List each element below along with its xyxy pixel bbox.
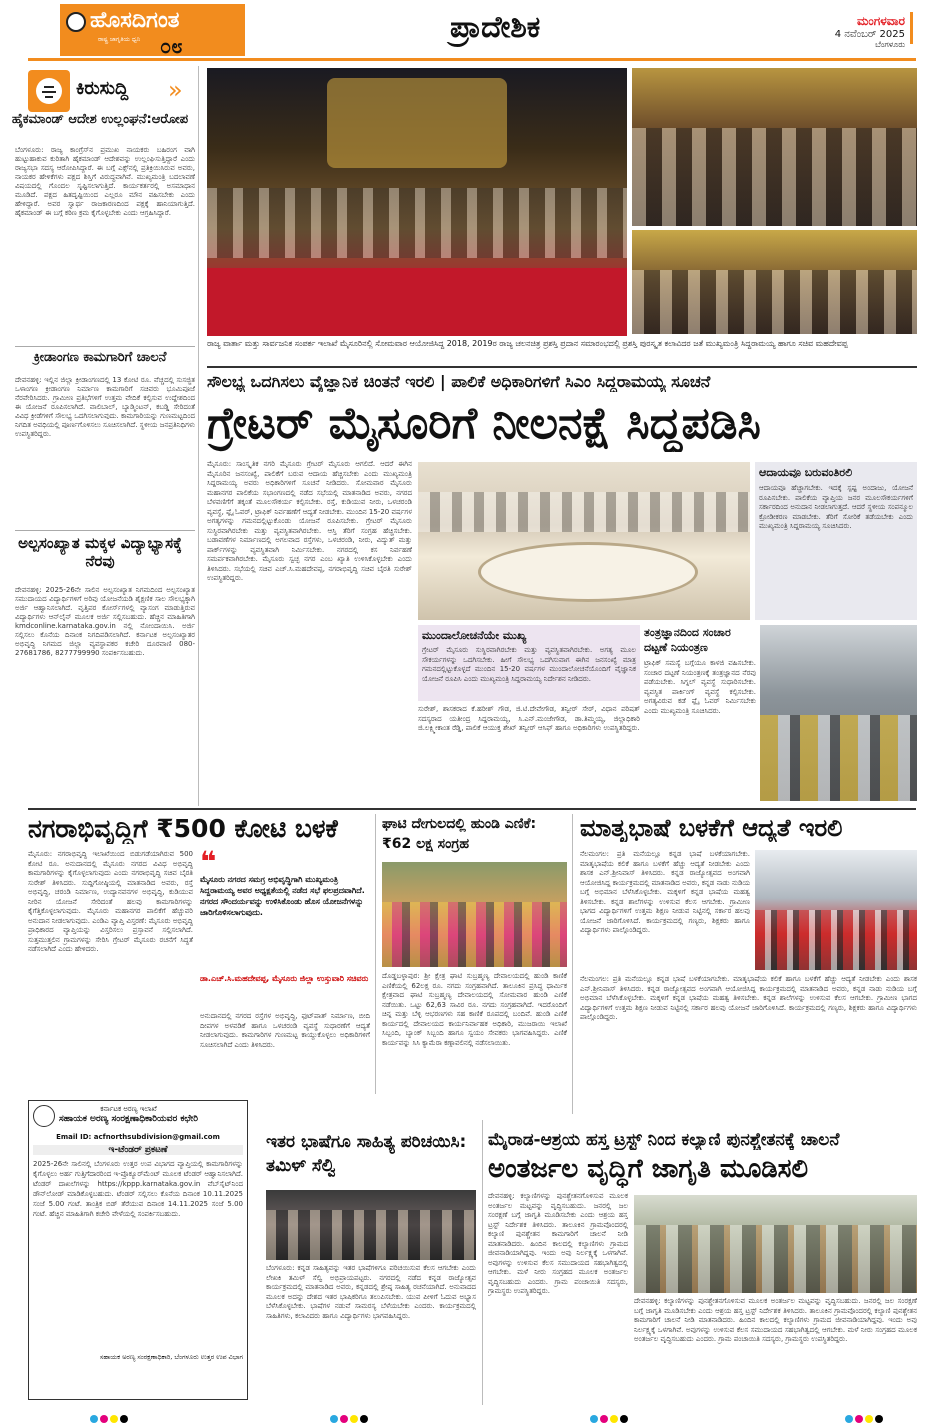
chevron-right-icon: »: [168, 76, 183, 104]
divider: [15, 346, 195, 347]
brief-text-3: ದೇವನಹಳ್ಳಿ: 2025-26ನೇ ಸಾಲಿನ ಅಲ್ಪಸಂಖ್ಯಾತ ನಿಗಮದಿಂದ ಅಲ್ಪಸಂಖ್ಯಾತ ಸಮುದಾಯದ ವಿದ್ಯಾರ್ಥಿಗಳಿಗೆ ಅರಿವು ಯೋಜನೆಯಡಿ ಶೈಕ್ಷಣಿಕ ಸಾಲ ಸೌಲಭ್ಯಕ್ಕಾಗಿ ಅರ್ಜಿ ಆಹ್ವಾನಿಸಲಾಗಿದೆ. ವೃತ್ತಿಪರ ಕೋರ್ಸ್‌ಗಳಲ್ಲಿ ವ್ಯಾಸಂಗ ಮಾಡುತ್ತಿರುವ ವಿದ್ಯಾರ್ಥಿಗಳು ಆನ್‌ಲೈನ್ ಮೂಲಕ ಅರ್ಜಿ ಸಲ್ಲಿಸಬಹುದು. ಹೆಚ್ಚಿನ ಮಾಹಿತಿಗಾಗಿ kmdconline.karnataka.gov.in ನಲ್ಲಿ ನೋಂದಾಯಿಸಿ. ಅರ್ಜಿ ಸಲ್ಲಿಸಲು ಕೊನೆಯ ದಿನಾಂಕ ನಿಗದಿಪಡಿಸಲಾಗಿದೆ. ಕರ್ನಾಟಕ ಅಲ್ಪಸಂಖ್ಯಾತರ ಅಭಿವೃದ್ಧಿ ನಿಗಮದ ಜಿಲ್ಲಾ ವ್ಯವಸ್ಥಾಪಕರ ಕಚೇರಿ ದೂರವಾಣಿ 080-27681786, 8277799990 ಸಂಪರ್ಕಿಸಬಹುದು.: [15, 586, 195, 657]
hand-icon: [28, 70, 70, 112]
kannada-event-photo: [755, 850, 917, 970]
column-rule: [482, 1120, 483, 1405]
award-ceremony-photo: [207, 68, 627, 336]
hundi-counting-photo: [382, 862, 567, 967]
notice-office: ಸಹಾಯಕ ಅರಣ್ಯ ಸಂರಕ್ಷಣಾಧಿಕಾರಿಯವರ ಕಛೇರಿ: [59, 1114, 198, 1124]
notice-sign: ಸಹಾಯಕ ಅರಣ್ಯ ಸಂರಕ್ಷಣಾಧಿಕಾರಿ, ಬೆಂಗಳೂರು ಉತ್ತರ ಉಪ ವಿಭಾಗ: [99, 1353, 243, 1361]
notice-dept: ಕರ್ನಾಟಕ ಅರಣ್ಯ ಇಲಾಖೆ: [100, 1105, 157, 1113]
traffic-photo: [760, 625, 917, 801]
foresight-box: [418, 625, 640, 701]
foresight-text: ಗ್ರೇಟರ್ ಮೈಸೂರು ಸುಸ್ಥಿರವಾಗಿರಬೇಕು ಮತ್ತು ವ್ಯವಸ್ಥಿತವಾಗಿರಬೇಕು. ಅಗತ್ಯ ಮೂಲ ಸೌಕರ್ಯಗಳನ್ನು ಒದಗಿಸಬೇಕು. ಹೀಗೆ ಸೌಲಭ್ಯ ಒದಗಿಸುವಾಗ ಈಗಿನ ಜನಸಂಖ್ಯೆ ಮಾತ್ರ ಗಮನದಲ್ಲಿಟ್ಟುಕೊಳ್ಳದೆ ಮುಂದಿನ 15-20 ವರ್ಷಗಳ ಮುಂದಾಲೋಚನೆಯೊಂದಿಗೆ ವೈಜ್ಞಾನಿಕ ಯೋಜನೆ ರೂಪಿಸಿ ಎಂದು ಮುಖ್ಯಮಂತ್ರಿ ಸಿದ್ದರಾಮಯ್ಯ ನಿರ್ದೇಶನ ನೀಡಿದರು.: [422, 646, 636, 683]
story5-headline: ಇತರ ಭಾಷೆಗೂ ಸಾಹಿತ್ಯ ಪರಿಚಯಿಸಿ: ತಮಿಳ್ ಸೆಲ್ವಿ: [266, 1132, 467, 1176]
page-number: ೦೮: [160, 34, 183, 58]
story2-quote-author: ಡಾ.ಎಚ್.ಸಿ.ಮಹದೇವಪ್ಪ, ಮೈಸೂರು ಜಿಲ್ಲಾ ಉಸ್ತುವಾರಿ ಸಚಿವರು: [200, 974, 369, 983]
kirusuddi-banner: [28, 70, 188, 112]
lamp-logo-icon: [66, 12, 86, 32]
tender-notice: [28, 1100, 248, 1400]
story2-quote: ಮೈಸೂರು ನಗರದ ಸಮಗ್ರ ಅಭಿವೃದ್ಧಿಗಾಗಿ ಮುಖ್ಯಮಂತ್ರಿ ಸಿದ್ದರಾಮಯ್ಯ ಅವರ ಅಧ್ಯಕ್ಷತೆಯಲ್ಲಿ ನಡೆದ ಸಭೆ ಫಲಪ್ರದವಾಗಿದೆ. ನಗರದ ಸೌಂದರ್ಯವನ್ನು ಉಳಿಸಿಕೊಂಡು ಹೊಸ ಯೋಜನೆಗಳನ್ನು ಜಾರಿಗೊಳಿಸಲಾಗುವುದು.: [200, 875, 365, 917]
traffic-head: ತಂತ್ರಜ್ಞಾನದಿಂದ ಸಂಚಾರ ದಟ್ಟಣೆ ನಿಯಂತ್ರಣ: [644, 626, 731, 654]
literature-event-photo: [266, 1190, 476, 1260]
awardees-photo-2: [632, 230, 917, 334]
story2-quote-box: [200, 845, 370, 1010]
story5-body: ಬೆಂಗಳೂರು: ಕನ್ನಡ ಸಾಹಿತ್ಯವನ್ನು ಇತರ ಭಾಷೆಗಳಿಗೂ ಪರಿಚಯಿಸುವ ಕೆಲಸ ಆಗಬೇಕು ಎಂದು ಲೇಖಕಿ ತಮಿಳ್ ಸೆಲ್ವಿ ಅಭಿಪ್ರಾಯಪಟ್ಟರು. ನಗರದಲ್ಲಿ ನಡೆದ ಕನ್ನಡ ರಾಜ್ಯೋತ್ಸವ ಕಾರ್ಯಕ್ರಮದಲ್ಲಿ ಮಾತನಾಡಿದ ಅವರು, ಕನ್ನಡದಲ್ಲಿ ಶ್ರೇಷ್ಠ ಸಾಹಿತ್ಯ ರಚನೆಯಾಗಿದೆ. ಅನುವಾದದ ಮೂಲಕ ಅದನ್ನು ದೇಶದ ಇತರ ಭಾಷಿಕರಿಗೂ ತಲುಪಿಸಬೇಕು. ಯುವ ಪೀಳಿಗೆ ಓದುವ ಅಭ್ಯಾಸ ಬೆಳೆಸಿಕೊಳ್ಳಬೇಕು. ಭಾಷೆಗಳ ನಡುವೆ ಸಾಮರಸ್ಯ ಬೆಳೆಯಬೇಕು ಎಂದರು. ಕಾರ್ಯಕ್ರಮದಲ್ಲಿ ಸಾಹಿತಿಗಳು, ಕಲಾವಿದರು ಹಾಗೂ ವಿದ್ಯಾರ್ಥಿಗಳು ಭಾಗವಹಿಸಿದ್ದರು.: [266, 1264, 476, 1320]
story6-headline: ಅಂತರ್ಜಲ ವೃದ್ಧಿಗೆ ಜಾಗೃತಿ ಮೂಡಿಸಲಿ: [488, 1154, 809, 1184]
main-body: ಮೈಸೂರು: ಸಾಂಸ್ಕೃತಿಕ ನಗರಿ ಮೈಸೂರು ಗ್ರೇಟರ್ ಮೈಸೂರು ಆಗಲಿದೆ. ಆದರೆ ಈಗಿನ ಮೈಸೂರಿನ ಜನಸಂಖ್ಯೆ, ಪಾಲಿಕೆಗೆ ಬರುವ ಆದಾಯ ಹೆಚ್ಚಿಸಬೇಕು ಎಂದು ಮುಖ್ಯಮಂತ್ರಿ ಸಿದ್ದರಾಮಯ್ಯ ಅವರು ಅಧಿಕಾರಿಗಳಿಗೆ ಸೂಚನೆ ನೀಡಿದರು. ಸೋಮವಾರ ಮೈಸೂರು ಮಹಾನಗರ ಪಾಲಿಕೆಯ ಸಭಾಂಗಣದಲ್ಲಿ ನಡೆದ ಸಭೆಯಲ್ಲಿ ಮಾತನಾಡಿದ ಅವರು, ನಗರದ ಬೆಳವಣಿಗೆಗೆ ತಕ್ಕಂತೆ ಮೂಲಸೌಕರ್ಯ ಕಲ್ಪಿಸಬೇಕು. ರಸ್ತೆ, ಕುಡಿಯುವ ನೀರು, ಒಳಚರಂಡಿ ವ್ಯವಸ್ಥೆ, ಫ್ಲೈ ಓವರ್, ಟ್ರಾಫಿಕ್ ನಿರ್ವಹಣೆಗೆ ಆದ್ಯತೆ ನೀಡಬೇಕು. ಮುಂದಿನ 15-20 ವರ್ಷಗಳ ಅಗತ್ಯಗಳನ್ನು ಗಮನದಲ್ಲಿಟ್ಟುಕೊಂಡು ಯೋಜನೆ ರೂಪಿಸಬೇಕು. ಗ್ರೇಟರ್ ಮೈಸೂರು ಸುಸ್ಥಿರವಾಗಿರಬೇಕು ಮತ್ತು ವ್ಯವಸ್ಥಿತವಾಗಿರಬೇಕು. ಆಸ್ತಿ ತೆರಿಗೆ ಸಂಗ್ರಹ ಹೆಚ್ಚಿಸಬೇಕು. ಬಡಾವಣೆಗಳ ನಿರ್ಮಾಣದಲ್ಲಿ ಅಗಲವಾದ ರಸ್ತೆಗಳು, ಒಳಚರಂಡಿ, ನೀರು, ವಿದ್ಯುತ್ ಮತ್ತು ಪಾರ್ಕ್‌ಗಳನ್ನು ವ್ಯವಸ್ಥಿತವಾಗಿ ನಿರ್ಮಿಸಬೇಕು. ನಗರದಲ್ಲಿ ಕಸ ನಿರ್ವಹಣೆ ಸಮರ್ಪಕವಾಗಿರಬೇಕು. ಮೈಸೂರು ಸ್ವಚ್ಛ ನಗರ ಎಂಬ ಖ್ಯಾತಿ ಉಳಿಸಿಕೊಳ್ಳಬೇಕು ಎಂದು ತಿಳಿಸಿದರು. ಸಭೆಯಲ್ಲಿ ಸಚಿವ ಎಚ್.ಸಿ.ಮಹದೇವಪ್ಪ, ನಗರಾಭಿವೃದ್ಧಿ ಸಚಿವ ಬೈರತಿ ಸುರೇಶ್ ಉಪಸ್ಥಿತರಿದ್ದರು.: [207, 460, 412, 582]
main-headline: ಗ್ರೇಟರ್ ಮೈಸೂರಿಗೆ ನೀಲನಕ್ಷೆ ಸಿದ್ಧಪಡಿಸಿ: [207, 398, 761, 449]
masthead: [60, 4, 245, 56]
section-title: ಪ್ರಾದೇಶಿಕ: [450, 10, 541, 45]
date: 4 ನವೆಂಬರ್ 2025: [834, 29, 905, 40]
story2-headline: ನಗರಾಭಿವೃದ್ಧಿಗೆ ₹500 ಕೋಟಿ ಬಳಕೆ: [28, 814, 338, 843]
main-body-2: ಸುರೇಶ್, ಶಾಸಕರಾದ ಕೆ.ಹರೀಶ್ ಗೌಡ, ಜಿ.ಟಿ.ದೇವೇಗೌಡ, ತನ್ವೀರ್ ಸೇಠ್, ವಿಧಾನ ಪರಿಷತ್ ಸದಸ್ಯರಾದ ಯತೀಂದ್ರ ಸಿದ್ದರಾಮಯ್ಯ, ಸಿ.ಎನ್.ಮಂಜೇಗೌಡ, ಡಾ.ತಿಮ್ಮಯ್ಯ, ಜಿಲ್ಲಾಧಿಕಾರಿ ಜಿ.ಲಕ್ಷ್ಮೀಕಾಂತ ರೆಡ್ಡಿ, ಪಾಲಿಕೆ ಆಯುಕ್ತ ಶೇಖ್ ತನ್ವೀರ್ ಆಸಿಫ್ ಹಾಗೂ ಅಧಿಕಾರಿಗಳು ಉಪಸ್ಥಿತರಿದ್ದರು.: [418, 705, 640, 732]
date-block: [780, 14, 905, 50]
divider: [15, 530, 195, 531]
notice-title: ಇ-ಟೆಂಡರ್ ಪ್ರಕಟಣೆ: [33, 1145, 243, 1155]
meeting-photo: [418, 462, 750, 620]
traffic-box: [644, 625, 756, 801]
registration-marks: [90, 1408, 130, 1427]
header-accent: [910, 12, 913, 44]
quote-icon: ❝: [200, 845, 217, 878]
registration-marks: [845, 1408, 885, 1427]
weekday: ಮಂಗಳವಾರ: [856, 14, 905, 28]
column-rule: [572, 814, 573, 1114]
income-head: ಆದಾಯವೂ ಬರುವಂತಿರಲಿ: [759, 466, 853, 479]
traffic-text: ಟ್ರಾಫಿಕ್ ಸಮಸ್ಯೆ ಬಗ್ಗೆಯೂ ಕಾಳಜಿ ವಹಿಸಬೇಕು. ಸಂಚಾರ ದಟ್ಟಣೆ ನಿಯಂತ್ರಣಕ್ಕೆ ತಂತ್ರಜ್ಞಾನದ ನೆರವು ಪಡೆಯಬೇಕು. ಸಿಗ್ನಲ್ ವ್ಯವಸ್ಥೆ ಸುಧಾರಿಸಬೇಕು. ವ್ಯವಸ್ಥಿತ ಪಾರ್ಕಿಂಗ್ ವ್ಯವಸ್ಥೆ ಕಲ್ಪಿಸಬೇಕು. ಅಗತ್ಯವಿರುವ ಕಡೆ ಫ್ಲೈ ಓವರ್ ನಿರ್ಮಿಸಬೇಕು ಎಂದು ಮುಖ್ಯಮಂತ್ರಿ ಸೂಚಿಸಿದರು.: [644, 659, 756, 715]
story6-body: ದೇವನಹಳ್ಳಿ: ಕಲ್ಯಾಣಿಗಳನ್ನು ಪುನಶ್ಚೇತನಗೊಳಿಸುವ ಮೂಲಕ ಅಂತರ್ಜಲ ಮಟ್ಟವನ್ನು ವೃದ್ಧಿಸಬಹುದು. ಜನರಲ್ಲಿ ಜಲ ಸಂರಕ್ಷಣೆ ಬಗ್ಗೆ ಜಾಗೃತಿ ಮೂಡಿಸಬೇಕು ಎಂದು ಆಶ್ರಯ ಹಸ್ತ ಟ್ರಸ್ಟ್ ನಿರ್ದೇಶಕ ತಿಳಿಸಿದರು. ತಾಲೂಕಿನ ಗ್ರಾಮವೊಂದರಲ್ಲಿ ಕಲ್ಯಾಣಿ ಪುನಶ್ಚೇತನ ಕಾಮಗಾರಿಗೆ ಚಾಲನೆ ನೀಡಿ ಮಾತನಾಡಿದರು. ಹಿಂದಿನ ಕಾಲದಲ್ಲಿ ಕಲ್ಯಾಣಿಗಳು ಗ್ರಾಮದ ಜೀವನಾಡಿಯಾಗಿದ್ದವು. ಇಂದು ಅವು ನಿರ್ಲಕ್ಷ್ಯಕ್ಕೆ ಒಳಗಾಗಿವೆ. ಅವುಗಳನ್ನು ಉಳಿಸುವ ಕೆಲಸ ಸಮುದಾಯದ ಸಹಭಾಗಿತ್ವದಲ್ಲಿ ಆಗಬೇಕು. ಮಳೆ ನೀರು ಸಂಗ್ರಹದ ಮೂಲಕ ಅಂತರ್ಜಲ ವೃದ್ಧಿಸಬಹುದು ಎಂದರು. ಗ್ರಾಮ ಪಂಚಾಯಿತಿ ಸದಸ್ಯರು, ಗ್ರಾಮಸ್ಥರು ಉಪಸ್ಥಿತರಿದ್ದರು.: [488, 1192, 628, 1295]
brief-text-2: ದೇವನಹಳ್ಳಿ: ಇಲ್ಲಿನ ಜಿಲ್ಲಾ ಕ್ರೀಡಾಂಗಣದಲ್ಲಿ 13 ಕೋಟಿ ರೂ. ವೆಚ್ಚದಲ್ಲಿ ಸುಸಜ್ಜಿತ ಒಳಾಂಗಣ ಕ್ರೀಡಾಂಗಣ ನಿರ್ಮಾಣ ಕಾಮಗಾರಿಗೆ ಸಚಿವರು ಭೂಮಿಪೂಜೆ ನೆರವೇರಿಸಿದರು. ಗ್ರಾಮೀಣ ಪ್ರತಿಭೆಗಳಿಗೆ ಉತ್ತಮ ವೇದಿಕೆ ಕಲ್ಪಿಸುವ ಉದ್ದೇಶದಿಂದ ಈ ಯೋಜನೆ ರೂಪಿಸಲಾಗಿದೆ. ವಾಲಿಬಾಲ್, ಬ್ಯಾಡ್ಮಿಂಟನ್, ಕಬಡ್ಡಿ ಸೇರಿದಂತೆ ವಿವಿಧ ಕ್ರೀಡೆಗಳಿಗೆ ಸೌಲಭ್ಯ ಒದಗಿಸಲಾಗುವುದು. ಕಾಮಗಾರಿಯನ್ನು ಗುಣಮಟ್ಟದಿಂದ ನಿಗದಿತ ಅವಧಿಯಲ್ಲಿ ಪೂರ್ಣಗೊಳಿಸಲು ಸೂಚಿಸಲಾಗಿದೆ. ಸ್ಥಳೀಯ ಜನಪ್ರತಿನಿಧಿಗಳು ಉಪಸ್ಥಿತರಿದ್ದರು.: [15, 376, 195, 438]
photo-caption: ರಾಜ್ಯ ವಾರ್ತಾ ಮತ್ತು ಸಾರ್ವಜನಿಕ ಸಂಪರ್ಕ ಇಲಾಖೆ ಮೈಸೂರಿನಲ್ಲಿ ಸೋಮವಾರ ಆಯೋಜಿಸಿದ್ದ 2018, 2019ರ ರಾಜ್ಯ ಚಲನಚಿತ್ರ ಪ್ರಶಸ್ತಿ ಪ್ರದಾನ ಸಮಾರಂಭದಲ್ಲಿ ಪ್ರಶಸ್ತಿ ಪುರಸ್ಕೃತ ಕಲಾವಿದರ ಜತೆ ಮುಖ್ಯಮಂತ್ರಿ ಸಿದ್ದರಾಮಯ್ಯ ಹಾಗೂ ಸಚಿವ ಮಹದೇವಪ್ಪ: [207, 339, 848, 348]
emblem-icon: [33, 1105, 55, 1127]
brief-headline-2: ಕ್ರೀಡಾಂಗಣ ಕಾಮಗಾರಿಗೆ ಚಾಲನೆ: [33, 350, 167, 365]
awardees-photo: [632, 68, 917, 226]
story6-body-2: ದೇವನಹಳ್ಳಿ: ಕಲ್ಯಾಣಿಗಳನ್ನು ಪುನಶ್ಚೇತನಗೊಳಿಸುವ ಮೂಲಕ ಅಂತರ್ಜಲ ಮಟ್ಟವನ್ನು ವೃದ್ಧಿಸಬಹುದು. ಜನರಲ್ಲಿ ಜಲ ಸಂರಕ್ಷಣೆ ಬಗ್ಗೆ ಜಾಗೃತಿ ಮೂಡಿಸಬೇಕು ಎಂದು ಆಶ್ರಯ ಹಸ್ತ ಟ್ರಸ್ಟ್ ನಿರ್ದೇಶಕ ತಿಳಿಸಿದರು. ತಾಲೂಕಿನ ಗ್ರಾಮವೊಂದರಲ್ಲಿ ಕಲ್ಯಾಣಿ ಪುನಶ್ಚೇತನ ಕಾಮಗಾರಿಗೆ ಚಾಲನೆ ನೀಡಿ ಮಾತನಾಡಿದರು. ಹಿಂದಿನ ಕಾಲದಲ್ಲಿ ಕಲ್ಯಾಣಿಗಳು ಗ್ರಾಮದ ಜೀವನಾಡಿಯಾಗಿದ್ದವು. ಇಂದು ಅವು ನಿರ್ಲಕ್ಷ್ಯಕ್ಕೆ ಒಳಗಾಗಿವೆ. ಅವುಗಳನ್ನು ಉಳಿಸುವ ಕೆಲಸ ಸಮುದಾಯದ ಸಹಭಾಗಿತ್ವದಲ್ಲಿ ಆಗಬೇಕು. ಮಳೆ ನೀರು ಸಂಗ್ರಹದ ಮೂಲಕ ಅಂತರ್ಜಲ ವೃದ್ಧಿಸಬಹುದು ಎಂದರು. ಗ್ರಾಮ ಪಂಚಾಯಿತಿ ಸದಸ್ಯರು, ಗ್ರಾಮಸ್ಥರು ಉಪಸ್ಥಿತರಿದ್ದರು.: [634, 1297, 917, 1343]
column-rule: [375, 814, 376, 1094]
notice-email: Email ID: acfnorthsubdivision@gmail.com: [56, 1133, 220, 1141]
masthead-title: ಹೊಸದಿಗಂತ: [90, 8, 180, 33]
kirusuddi-label: ಕಿರುಸುದ್ದಿ: [76, 78, 129, 99]
header-rule: [28, 58, 916, 61]
brief-headline-1: ಹೈಕಮಾಂಡ್ ಆದೇಶ ಉಲ್ಲಂಘನೆ:ಆರೋಪ: [11, 112, 189, 127]
registration-marks: [590, 1408, 630, 1427]
masthead-tagline: ರಾಷ್ಟ್ರ ಜಾಗೃತಿಯ ಧ್ವನಿ: [98, 36, 141, 43]
kalyani-photo: [634, 1195, 917, 1293]
story4-body-2: ನೆಲಮಂಗಲ: ಪ್ರತಿ ಮನೆಯಲ್ಲೂ ಕನ್ನಡ ಭಾಷೆ ಬಳಕೆಯಾಗಬೇಕು. ಮಾತೃಭಾಷೆಯ ಕಲಿಕೆ ಹಾಗೂ ಬಳಕೆಗೆ ಹೆಚ್ಚು ಆದ್ಯತೆ ನೀಡಬೇಕು ಎಂದು ಶಾಸಕ ಎನ್.ಶ್ರೀನಿವಾಸ್ ತಿಳಿಸಿದರು. ಕನ್ನಡ ರಾಜ್ಯೋತ್ಸವದ ಅಂಗವಾಗಿ ಆಯೋಜಿಸಿದ್ದ ಕಾರ್ಯಕ್ರಮದಲ್ಲಿ ಮಾತನಾಡಿದ ಅವರು, ಕನ್ನಡ ನಾಡು ನುಡಿಯ ಬಗ್ಗೆ ಅಭಿಮಾನ ಬೆಳೆಸಿಕೊಳ್ಳಬೇಕು. ಮಕ್ಕಳಿಗೆ ಕನ್ನಡ ಭಾಷೆಯ ಮಹತ್ವ ತಿಳಿಸಬೇಕು. ಕನ್ನಡ ಶಾಲೆಗಳನ್ನು ಉಳಿಸುವ ಕೆಲಸ ಆಗಬೇಕು. ಗ್ರಾಮೀಣ ಭಾಗದ ವಿದ್ಯಾರ್ಥಿಗಳಿಗೆ ಉತ್ತಮ ಶಿಕ್ಷಣ ನೀಡುವ ನಿಟ್ಟಿನಲ್ಲಿ ಸರ್ಕಾರ ಹಲವು ಯೋಜನೆ ಜಾರಿಗೊಳಿಸಿದೆ. ಕಾರ್ಯಕ್ರಮದಲ್ಲಿ ಗಣ್ಯರು, ಶಿಕ್ಷಕರು ಹಾಗೂ ವಿದ್ಯಾರ್ಥಿಗಳು ಪಾಲ್ಗೊಂಡಿದ್ದರು.: [580, 975, 917, 1021]
city: ಬೆಂಗಳೂರು: [875, 40, 905, 49]
brief-text-1: ಬೆಂಗಳೂರು: ರಾಜ್ಯ ಕಾಂಗ್ರೆಸ್‌ನ ಪ್ರಮುಖ ನಾಯಕರು ಬಹಿರಂಗ ವಾಗಿ ಹುಟ್ಟುಹಾಕುವ ಕುರಿತಾಗಿ ಹೈಕಮಾಂಡ್ ಆದೇಶವನ್ನು ಉಲ್ಲಂಘಿಸುತ್ತಿದ್ದಾರೆ ಎಂದು ರಾಜ್ಯಸಭಾ ಸದಸ್ಯ ಆರೋಪಿಸಿದ್ದಾರೆ. ಈ ಬಗ್ಗೆ ಎಕ್ಸ್‌ನಲ್ಲಿ ಪ್ರತಿಕ್ರಿಯಿಸಿರುವ ಅವರು, ನಾಯಕರ ಹೇಳಿಕೆಗಳು ಪಕ್ಷದ ಶಿಸ್ತಿಗೆ ವಿರುದ್ಧವಾಗಿವೆ. ಮುಖ್ಯಮಂತ್ರಿ ಬದಲಾವಣೆ ವಿಷಯದಲ್ಲಿ ಗೊಂದಲ ಸೃಷ್ಟಿಸಲಾಗುತ್ತಿದೆ. ಕಾರ್ಯಕರ್ತರಲ್ಲಿ ಅಸಮಾಧಾನ ಮೂಡಿದೆ. ಪಕ್ಷದ ಹಿತದೃಷ್ಟಿಯಿಂದ ಎಲ್ಲರೂ ಮೌನ ವಹಿಸಬೇಕು ಎಂದು ಹೇಳಿದ್ದಾರೆ. ಅವರ ಸ್ವಾರ್ಥ ರಾಜಕಾರಣದಿಂದ ಪಕ್ಷಕ್ಕೆ ಹಾನಿಯಾಗುತ್ತಿದೆ. ಹೈಕಮಾಂಡ್ ಈ ಬಗ್ಗೆ ಕಠಿಣ ಕ್ರಮ ಕೈಗೊಳ್ಳಬೇಕು ಎಂದು ಆಗ್ರಹಿಸಿದ್ದಾರೆ.: [15, 146, 195, 217]
registration-marks: [330, 1408, 370, 1427]
rule: [207, 366, 917, 368]
income-sidebar: [755, 462, 917, 620]
story4-body: ನೆಲಮಂಗಲ: ಪ್ರತಿ ಮನೆಯಲ್ಲೂ ಕನ್ನಡ ಭಾಷೆ ಬಳಕೆಯಾಗಬೇಕು. ಮಾತೃಭಾಷೆಯ ಕಲಿಕೆ ಹಾಗೂ ಬಳಕೆಗೆ ಹೆಚ್ಚು ಆದ್ಯತೆ ನೀಡಬೇಕು ಎಂದು ಶಾಸಕ ಎನ್.ಶ್ರೀನಿವಾಸ್ ತಿಳಿಸಿದರು. ಕನ್ನಡ ರಾಜ್ಯೋತ್ಸವದ ಅಂಗವಾಗಿ ಆಯೋಜಿಸಿದ್ದ ಕಾರ್ಯಕ್ರಮದಲ್ಲಿ ಮಾತನಾಡಿದ ಅವರು, ಕನ್ನಡ ನಾಡು ನುಡಿಯ ಬಗ್ಗೆ ಅಭಿಮಾನ ಬೆಳೆಸಿಕೊಳ್ಳಬೇಕು. ಮಕ್ಕಳಿಗೆ ಕನ್ನಡ ಭಾಷೆಯ ಮಹತ್ವ ತಿಳಿಸಬೇಕು. ಕನ್ನಡ ಶಾಲೆಗಳನ್ನು ಉಳಿಸುವ ಕೆಲಸ ಆಗಬೇಕು. ಗ್ರಾಮೀಣ ಭಾಗದ ವಿದ್ಯಾರ್ಥಿಗಳಿಗೆ ಉತ್ತಮ ಶಿಕ್ಷಣ ನೀಡುವ ನಿಟ್ಟಿನಲ್ಲಿ ಸರ್ಕಾರ ಹಲವು ಯೋಜನೆ ಜಾರಿಗೊಳಿಸಿದೆ. ಕಾರ್ಯಕ್ರಮದಲ್ಲಿ ಗಣ್ಯರು, ಶಿಕ್ಷಕರು ಹಾಗೂ ವಿದ್ಯಾರ್ಥಿಗಳು ಪಾಲ್ಗೊಂಡಿದ್ದರು.: [580, 850, 750, 934]
story3-body: ದೊಡ್ಡಬಳ್ಳಾಪುರ: ಶ್ರೀ ಕ್ಷೇತ್ರ ಘಾಟಿ ಸುಬ್ರಹ್ಮಣ್ಯ ದೇವಾಲಯದಲ್ಲಿ ಹುಂಡಿ ಕಾಣಿಕೆ ಎಣಿಕೆಯಲ್ಲಿ 62ಲಕ್ಷ ರೂ. ನಗದು ಸಂಗ್ರಹವಾಗಿದೆ. ತಾಲೂಕಿನ ಪ್ರಸಿದ್ಧ ಧಾರ್ಮಿಕ ಕ್ಷೇತ್ರವಾದ ಘಾಟಿ ಸುಬ್ರಹ್ಮಣ್ಯ ದೇವಾಲಯದಲ್ಲಿ ಸೋಮವಾರ ಹುಂಡಿ ಎಣಿಕೆ ನಡೆಯಿತು. ಒಟ್ಟು 62,63 ಸಾವಿರ ರೂ. ನಗದು ಸಂಗ್ರಹವಾಗಿದೆ. ಇದರೊಂದಿಗೆ ಚಿನ್ನ ಮತ್ತು ಬೆಳ್ಳಿ ಆಭರಣಗಳು ಸಹ ಕಾಣಿಕೆ ರೂಪದಲ್ಲಿ ಬಂದಿವೆ. ಹುಂಡಿ ಎಣಿಕೆ ಕಾರ್ಯದಲ್ಲಿ ದೇವಾಲಯದ ಕಾರ್ಯನಿರ್ವಾಹಕ ಅಧಿಕಾರಿ, ಮುಜರಾಯಿ ಇಲಾಖೆ ಸಿಬ್ಬಂದಿ, ಬ್ಯಾಂಕ್ ಸಿಬ್ಬಂದಿ ಹಾಗೂ ಸ್ವಯಂ ಸೇವಕರು ಭಾಗವಹಿಸಿದ್ದರು. ಎಣಿಕೆ ಕಾರ್ಯವನ್ನು ಸಿಸಿ ಕ್ಯಾಮೆರಾ ಕಣ್ಗಾವಲಿನಲ್ಲಿ ನಡೆಸಲಾಯಿತು.: [382, 972, 567, 1047]
foresight-head: ಮುಂದಾಲೋಚನೆಯೇ ಮುಖ್ಯ: [422, 629, 527, 642]
story2-body: ಮೈಸೂರು: ನಗರಾಭಿವೃದ್ಧಿ ಇಲಾಖೆಯಿಂದ ಬಿಡುಗಡೆಯಾಗಿರುವ 500 ಕೋಟಿ ರೂ. ಅನುದಾನದಲ್ಲಿ ಮೈಸೂರು ನಗರದ ವಿವಿಧ ಅಭಿವೃದ್ಧಿ ಕಾಮಗಾರಿಗಳನ್ನು ಕೈಗೊಳ್ಳಲಾಗುವುದು ಎಂದು ನಗರಾಭಿವೃದ್ಧಿ ಸಚಿವ ಬೈರತಿ ಸುರೇಶ್ ತಿಳಿಸಿದರು. ಸುದ್ದಿಗೋಷ್ಠಿಯಲ್ಲಿ ಮಾತನಾಡಿದ ಅವರು, ರಸ್ತೆ ಅಭಿವೃದ್ಧಿ, ಚರಂಡಿ ನಿರ್ಮಾಣ, ಉದ್ಯಾನವನಗಳ ಅಭಿವೃದ್ಧಿ, ಕುಡಿಯುವ ನೀರಿನ ಯೋಜನೆ ಸೇರಿದಂತೆ ಹಲವು ಕಾಮಗಾರಿಗಳನ್ನು ಕೈಗೆತ್ತಿಕೊಳ್ಳಲಾಗುವುದು. ಮೈಸೂರು ಮಹಾನಗರ ಪಾಲಿಕೆಗೆ ಹೆಚ್ಚುವರಿ ಅನುದಾನ ನೀಡಲಾಗುವುದು. ಎಂಡಿಎ ವ್ಯಾಪ್ತಿ ವಿಸ್ತರಣೆ: ಮೈಸೂರು ಅಭಿವೃದ್ಧಿ ಪ್ರಾಧಿಕಾರದ ವ್ಯಾಪ್ತಿಯನ್ನು ವಿಸ್ತರಿಸಲು ಪ್ರಸ್ತಾವನೆ ಸಲ್ಲಿಸಲಾಗಿದೆ. ಸುತ್ತಮುತ್ತಲಿನ ಗ್ರಾಮಗಳನ್ನು ಸೇರಿಸಿ ಗ್ರೇಟರ್ ಮೈಸೂರು ರಚನೆಗೆ ಸಿದ್ಧತೆ ನಡೆಸಲಾಗಿದೆ ಎಂದು ಹೇಳಿದರು.: [28, 850, 193, 953]
story4-headline: ಮಾತೃಭಾಷೆ ಬಳಕೆಗೆ ಆದ್ಯತೆ ಇರಲಿ: [580, 814, 843, 842]
story6-kicker: ಮೈರಾಡ-ಆಶ್ರಯ ಹಸ್ತ ಟ್ರಸ್ಟ್ ನಿಂದ ಕಲ್ಯಾಣಿ ಪುನಶ್ಚೇತನಕ್ಕೆ ಚಾಲನೆ: [488, 1130, 840, 1150]
rule: [28, 808, 916, 810]
main-kicker: ಸೌಲಭ್ಯ ಒದಗಿಸಲು ವೈಜ್ಞಾನಿಕ ಚಿಂತನೆ ಇರಲಿ | ಪಾಲಿಕೆ ಅಧಿಕಾರಿಗಳಿಗೆ ಸಿಎಂ ಸಿದ್ದರಾಮಯ್ಯ ಸೂಚನೆ: [207, 372, 711, 391]
story2-body-2: ಅನುದಾನದಲ್ಲಿ ನಗರದ ರಸ್ತೆಗಳ ಅಭಿವೃದ್ಧಿ, ಫುಟ್‌ಪಾತ್ ನಿರ್ಮಾಣ, ಬೀದಿ ದೀಪಗಳ ಅಳವಡಿಕೆ ಹಾಗೂ ಒಳಚರಂಡಿ ವ್ಯವಸ್ಥೆ ಸುಧಾರಣೆಗೆ ಆದ್ಯತೆ ನೀಡಲಾಗುವುದು. ಕಾಮಗಾರಿಗಳ ಗುಣಮಟ್ಟ ಕಾಯ್ದುಕೊಳ್ಳಲು ಅಧಿಕಾರಿಗಳಿಗೆ ಸೂಚಿಸಲಾಗಿದೆ ಎಂದು ತಿಳಿಸಿದರು.: [200, 1012, 370, 1049]
notice-body: 2025-26ನೇ ಸಾಲಿನಲ್ಲಿ ಬೆಂಗಳೂರು ಉತ್ತರ ಉಪ ವಿಭಾಗದ ವ್ಯಾಪ್ತಿಯಲ್ಲಿ ಕಾಮಗಾರಿಗಳನ್ನು ಕೈಗೊಳ್ಳಲು ಅರ್ಹ ಗುತ್ತಿಗೆದಾರರಿಂದ ಇ-ಪ್ರೊಕ್ಯೂರ್‌ಮೆಂಟ್ ಮೂಲಕ ಟೆಂಡರ್ ಆಹ್ವಾನಿಸಲಾಗಿದೆ. ಟೆಂಡರ್ ದಾಖಲೆಗಳನ್ನು https://kppp.karnataka.gov.in ವೆಬ್‌ಸೈಟ್‌ನಿಂದ ಡೌನ್‌ಲೋಡ್ ಮಾಡಿಕೊಳ್ಳಬಹುದು. ಟೆಂಡರ್ ಸಲ್ಲಿಸಲು ಕೊನೆಯ ದಿನಾಂಕ 10.11.2025 ಸಂಜೆ 5.00 ಗಂಟೆ. ತಾಂತ್ರಿಕ ಬಿಡ್ ತೆರೆಯುವ ದಿನಾಂಕ 14.11.2025 ಸಂಜೆ 5.00 ಗಂಟೆ. ಹೆಚ್ಚಿನ ಮಾಹಿತಿಗಾಗಿ ಕಚೇರಿ ವೇಳೆಯಲ್ಲಿ ಸಂಪರ್ಕಿಸಬಹುದು.: [33, 1160, 243, 1218]
column-rule: [198, 66, 199, 806]
income-text: ಆದಾಯವೂ ಹೆಚ್ಚಾಗಬೇಕು. ಇದಕ್ಕೆ ಸ್ಪಷ್ಟ ಅಂದಾಜು, ಯೋಜನೆ ರೂಪಿಸಬೇಕು. ಪಾಲಿಕೆಯ ವ್ಯಾಪ್ತಿಯ ಜನರ ಮೂಲಸೌಕರ್ಯಗಳಿಗೆ ಸರ್ಕಾರದಿಂದ ಅನುದಾನ ನೀಡಲಾಗುತ್ತದೆ. ಆದರೆ ಸ್ಥಳೀಯ ಸಂಪನ್ಮೂಲ ಕ್ರೋಡೀಕರಣ ಮಾಡಬೇಕು. ತೆರಿಗೆ ಸೋರಿಕೆ ತಡೆಯಬೇಕು ಎಂದು ಮುಖ್ಯಮಂತ್ರಿ ಸಿದ್ದರಾಮಯ್ಯ ಸೂಚಿಸಿದರು.: [759, 484, 913, 530]
brief-headline-3: ಅಲ್ಪಸಂಖ್ಯಾತ ಮಕ್ಕಳ ವಿದ್ಯಾಭ್ಯಾಸಕ್ಕೆ ನೆರವು: [18, 534, 182, 570]
story3-headline: ಘಾಟಿ ದೇಗುಲದಲ್ಲಿ ಹುಂಡಿ ಎಣಿಕೆ: ₹62 ಲಕ್ಷ ಸಂಗ್ರಹ: [382, 816, 537, 852]
